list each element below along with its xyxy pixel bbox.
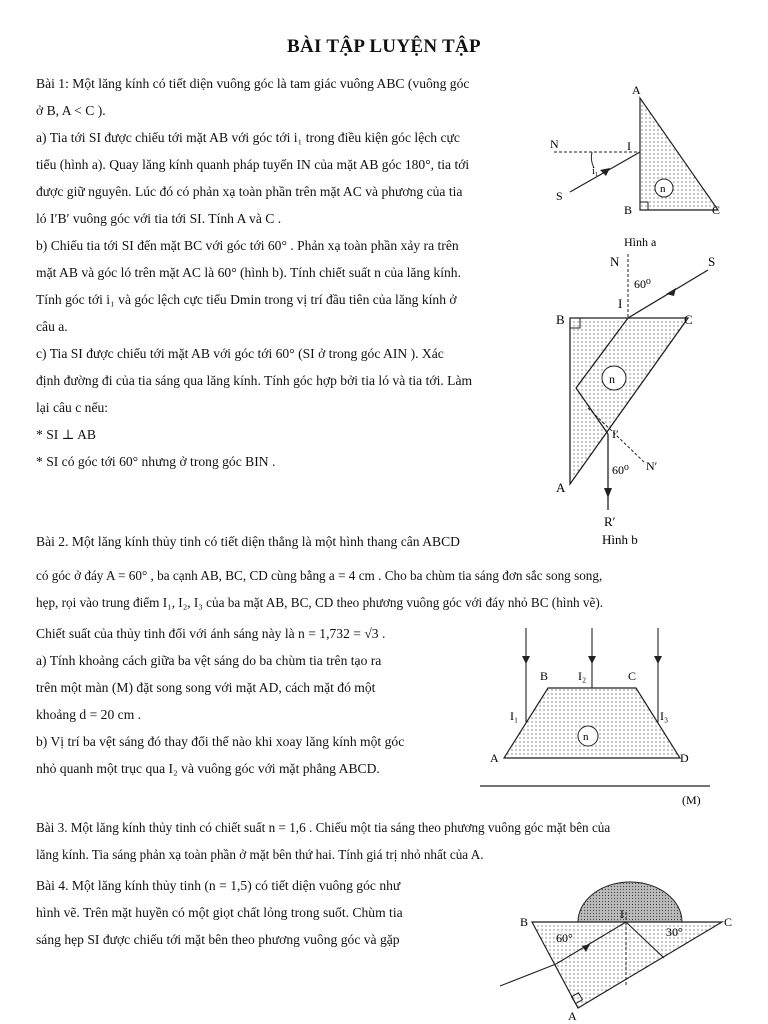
ray-arrow (522, 656, 530, 664)
label-A: A (632, 83, 641, 97)
label-C: C (724, 915, 733, 929)
label-A: A (556, 480, 566, 495)
text-line: ở B, A < C ). (36, 103, 106, 118)
ray-arrow (654, 656, 662, 664)
text-line: * SI ⊥ AB (36, 427, 96, 442)
label-S: S (708, 254, 716, 269)
label-I2: I₂ (578, 669, 587, 683)
label-angle-30: 30° (666, 925, 683, 939)
label-n: n (609, 372, 615, 386)
exercise-1-text (36, 70, 532, 475)
label-N-prime: N′ (646, 459, 658, 473)
label-I3: I₃ (660, 709, 669, 723)
label-B: B (624, 203, 633, 217)
ray-arrow (600, 168, 610, 176)
figure-caption: Hình b (602, 532, 638, 547)
text-line: a) Tia tới SI được chiếu tới mặt AB với góc tới i₁ trong điều kiện góc lệch cực (36, 130, 460, 145)
text-line: Chiết suất của thủy tinh đối với ánh sáng này là n = 1,732 = √3 . (36, 626, 386, 641)
text-line: nhỏ quanh một trục qua I₂ và vuông góc với mặt phẳng ABCD. (36, 761, 380, 776)
text-line: câu a. (36, 319, 68, 334)
label-S: S (556, 189, 563, 203)
label-n: n (660, 183, 666, 195)
figure-2-diagram (478, 628, 742, 808)
label-angle-60: 60⁰ (634, 277, 651, 291)
label-N: N (550, 137, 559, 151)
text-line: hình vẽ. Trên mặt huyền có một giọt chất lỏng trong suốt. Chùm tia (36, 905, 403, 920)
label-i1: i₁ (592, 166, 599, 177)
label-I1: I₁ (510, 709, 519, 723)
text-line: lại câu c nếu: (36, 400, 109, 415)
label-I: I (620, 907, 624, 921)
exercise-2-text-bottom (36, 620, 464, 782)
text-line: lăng kính. Tia sáng phản xạ toàn phần ở mặt bên thứ hai. Tính giá trị nhỏ nhất của A. (36, 847, 484, 862)
label-R-prime: R′ (604, 514, 616, 529)
label-N: N (610, 254, 620, 269)
text-line: mặt AB và góc ló trên mặt AC là 60° (hình b). Tính chiết suất n của lăng kính. (36, 265, 462, 280)
prism-abc (640, 98, 718, 210)
exercise-2-text-wide (36, 562, 734, 616)
exercise-4-text (36, 872, 478, 953)
label-I-prime: I′ (612, 427, 619, 441)
text-line: * SI có góc tới 60° nhưng ở trong góc BIN . (36, 454, 276, 469)
text-line: Tính góc tới i₁ và góc lệch cực tiểu Dmin trong vị trí đầu tiên của lăng kính ở (36, 292, 457, 307)
exercise-2-text-top (36, 528, 536, 555)
text-line: hẹp, rọi vào trung điểm I₁, I₂, I₃ của ba mặt AB, BC, CD theo phương vuông góc với đáy nhỏ BC (hình vẽ). (36, 595, 604, 610)
text-line: sáng hẹp SI được chiếu tới mặt bên theo phương vuông góc và gặp (36, 932, 400, 947)
text-line: tiểu (hình a). Quay lăng kính quanh pháp tuyến IN của mặt AB góc 180°, tia tới (36, 157, 470, 172)
text-line: định đường đi của tia sáng qua lăng kính. Tính góc hợp bởi tia ló và tia tới. Làm (36, 373, 473, 388)
text-line: được giữ nguyên. Lúc đó có phản xạ toàn phần trên mặt AC và phương của tia (36, 184, 463, 199)
label-I: I (618, 296, 623, 311)
text-line: Bài 2. Một lăng kính thủy tinh có tiết diện thẳng là một hình thang cân ABCD (36, 534, 461, 549)
label-angle-60-bottom: 60⁰ (612, 463, 629, 477)
text-line: c) Tia SI được chiếu tới mặt AB với góc tới 60° (SI ở trong góc AIN ). Xác (36, 346, 444, 361)
text-line: Bài 3. Một lăng kính thủy tinh có chiết suất n = 1,6 . Chiếu một tia sáng theo phương vuông góc mặt bên của (36, 820, 611, 835)
label-angle-60: 60° (556, 931, 573, 945)
text-line: khoảng d = 20 cm . (36, 707, 142, 722)
label-C: C (712, 203, 721, 217)
ray-arrow (604, 488, 612, 498)
text-line: b) Vị trí ba vệt sáng đó thay đổi thế nào khi xoay lăng kính một góc (36, 734, 405, 749)
label-n: n (583, 731, 589, 743)
label-B: B (556, 312, 565, 327)
label-D: D (680, 751, 689, 765)
ray-arrow (588, 656, 596, 664)
figure-a-diagram (540, 80, 740, 250)
text-line: có góc ở đáy A = 60° , ba cạnh AB, BC, CD cùng bằng a = 4 cm . Cho ba chùm tia sáng đơn sắc song song, (36, 568, 603, 583)
incident-ray (500, 964, 556, 986)
text-line: b) Chiếu tia tới SI đến mặt BC với góc tới 60° . Phản xạ toàn phần xảy ra trên (36, 238, 459, 253)
label-I: I (627, 139, 631, 153)
label-A: A (568, 1009, 577, 1023)
page-title: BÀI TẬP LUYỆN TẬP (287, 36, 481, 57)
text-line: Bài 1: Một lăng kính có tiết diện vuông góc là tam giác vuông ABC (vuông góc (36, 76, 470, 91)
text-line: a) Tính khoảng cách giữa ba vệt sáng do ba chùm tia trên tạo ra (36, 653, 382, 668)
exercise-3-text (36, 814, 734, 868)
label-A: A (490, 751, 499, 765)
text-line: trên một màn (M) đặt song song với mặt AD, cách mặt đó một (36, 680, 376, 695)
figure-b-diagram (548, 248, 748, 548)
text-line: ló I′B′ vuông góc với tia tới SI. Tính A và C . (36, 211, 282, 226)
text-line: Bài 4. Một lăng kính thủy tinh (n = 1,5) có tiết diện vuông góc như (36, 878, 401, 893)
figure-caption: Hình a (624, 235, 657, 249)
label-B: B (520, 915, 529, 929)
label-B: B (540, 669, 549, 683)
trapezoid-abcd (504, 688, 680, 758)
prism-b (570, 318, 688, 484)
liquid-drop (578, 882, 682, 922)
label-M: (M) (682, 793, 701, 807)
label-C: C (628, 669, 637, 683)
label-C: C (684, 312, 693, 327)
figure-4-diagram (496, 876, 746, 1022)
